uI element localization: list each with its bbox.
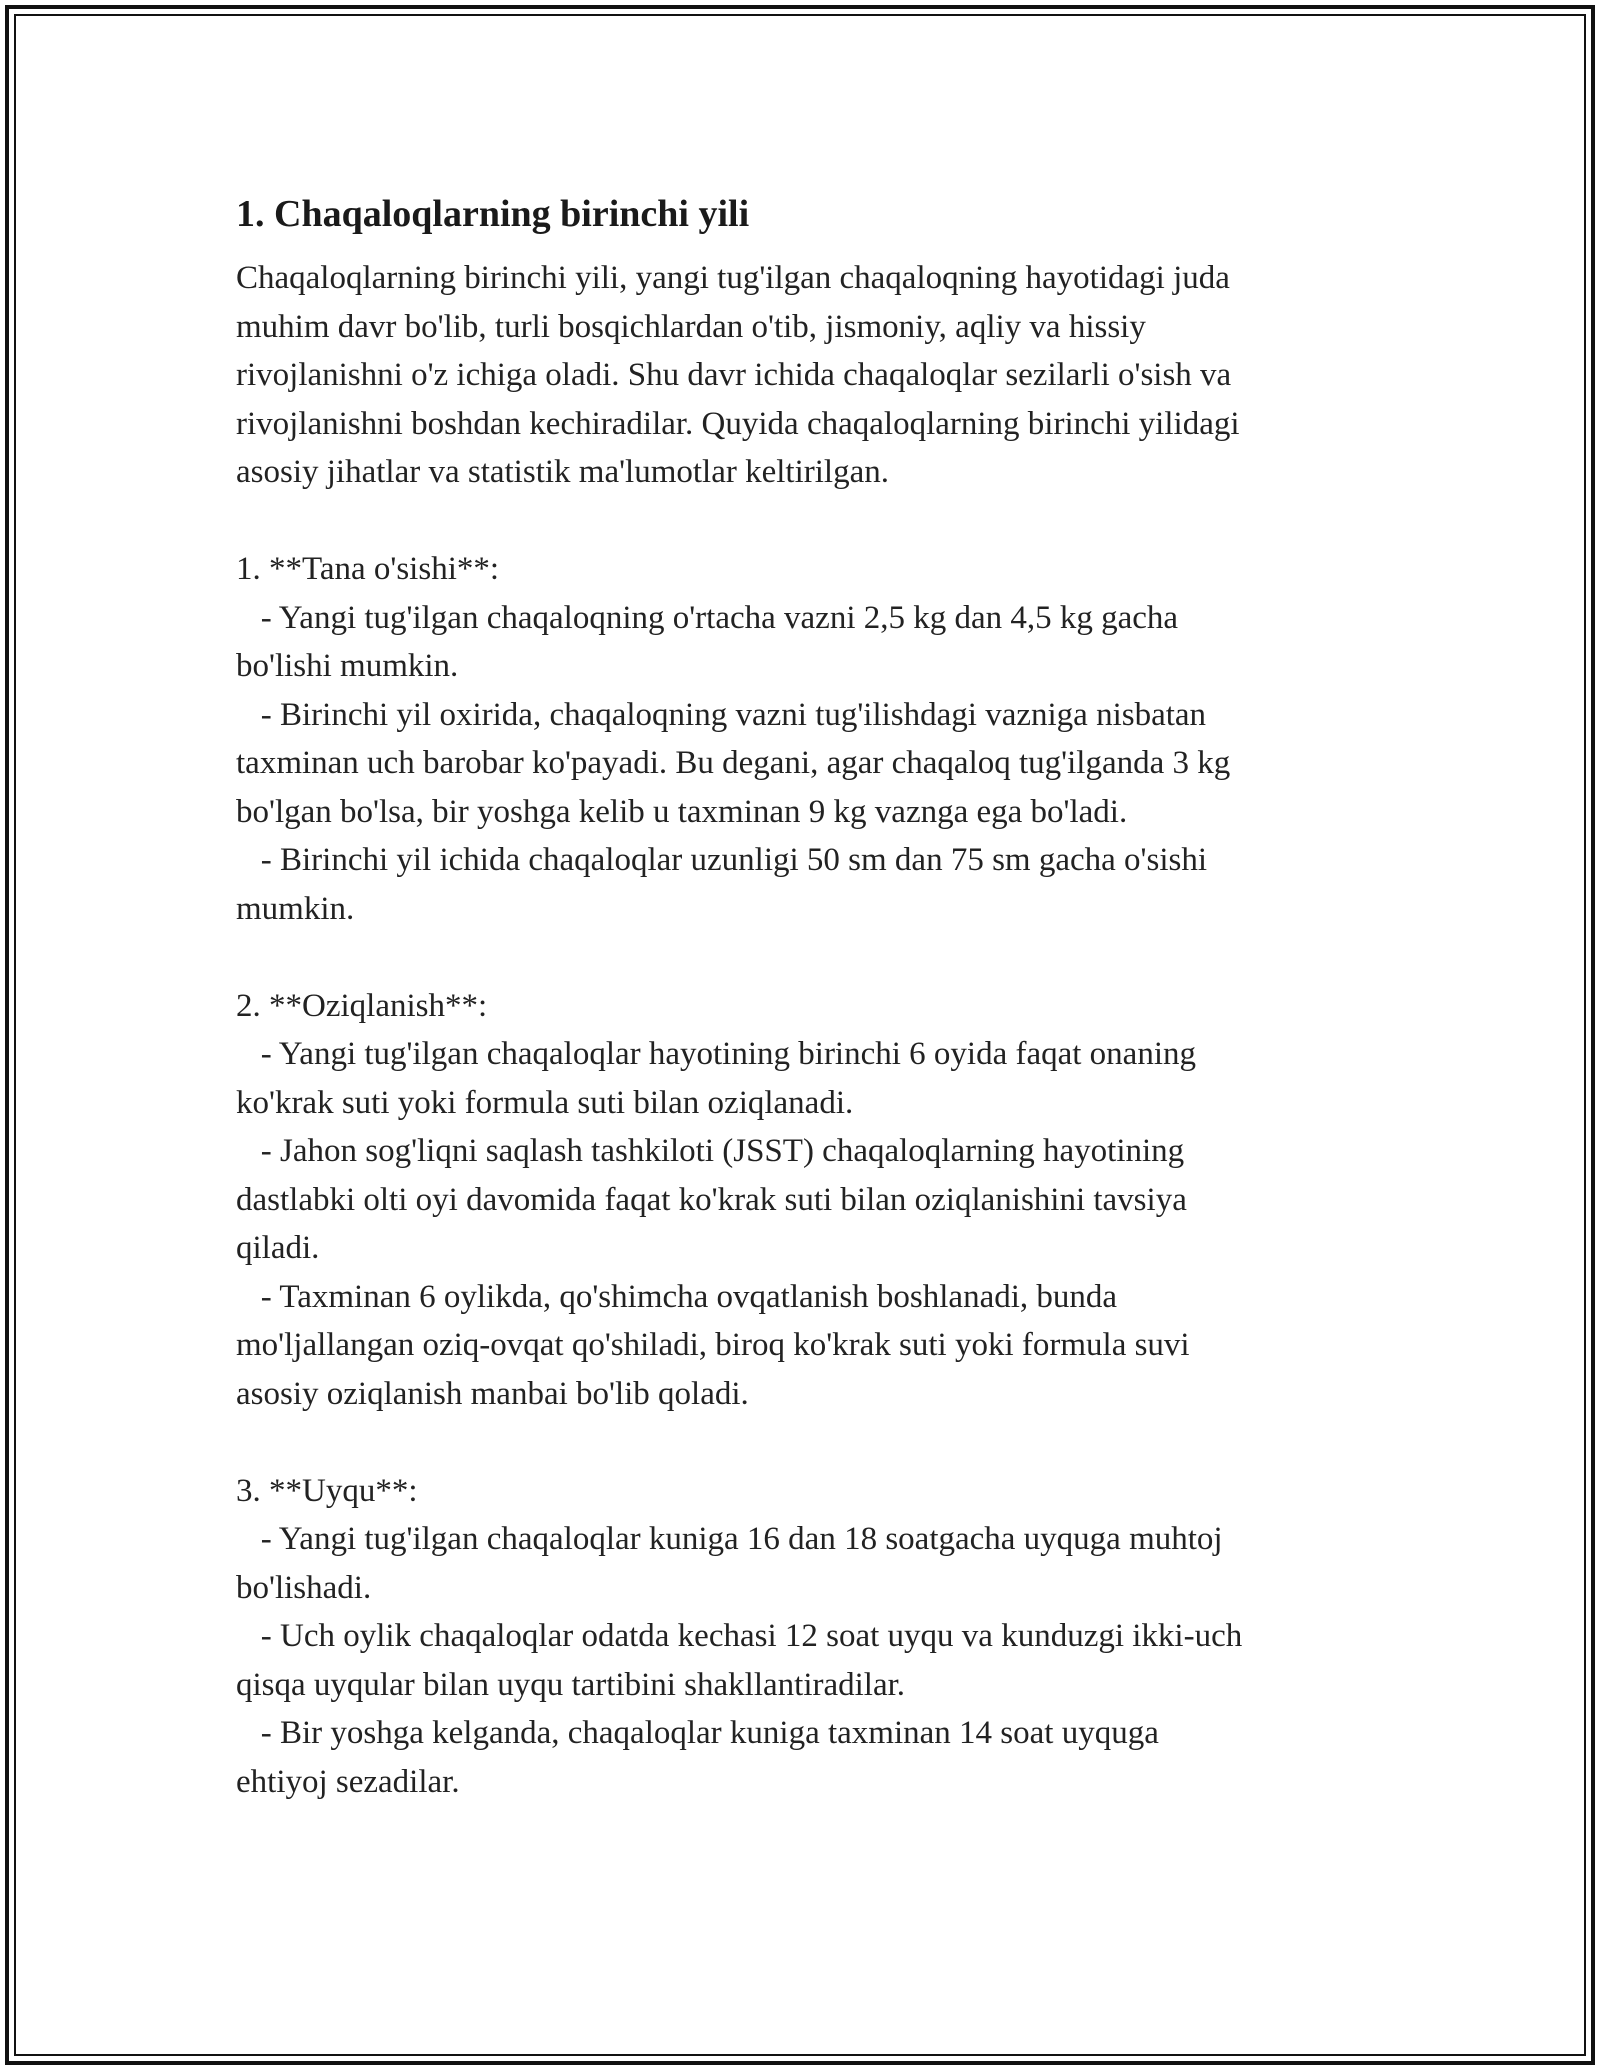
document-title: 1. Chaqaloqlarning birinchi yili	[236, 193, 750, 235]
section-body-growth: 1. **Tana o'sishi**: - Yangi tug'ilgan chaqaloqning o'rtacha vazni 2,5 kg dan 4,5 kg gacha bo'lishi mumkin. - Birinchi yil oxirida, chaqaloqning vazni tug'ilishdagi vazniga nisbatan taxminan uch barobar ko'payadi. Bu degani, agar chaqaloq tug'ilganda 3 kg bo'lgan bo'lsa, bir yoshga kelib u taxminan 9 kg vaznga ega bo'ladi. - Birinchi yil ichida chaqaloqlar uzunligi 50 sm dan 75 sm gacha o'sishi mumkin.	[236, 551, 1231, 927]
section-nutrition: 2. **Oziqlanish**: - Yangi tug'ilgan chaqaloqlar hayotining birinchi 6 oyida faqat onaning ko'krak suti yoki formula suti bilan oziqlanadi. - Jahon sog'liqni saqlash tashkiloti (JSST) chaqaloqlarning hayotining dastlabki olti oyi davomida faqat ko'krak suti bilan oziqlanishini tavsiya qiladi. - Taxminan 6 oylikda, qo'shimcha ovqatlanish boshlanadi, bunda mo'ljallangan oziq-ovqat qo'shiladi, biroq ko'krak suti yoki formula suvi asosiy oziqlanish manbai bo'lib qoladi.	[236, 987, 1196, 1412]
section-sleep: 3. **Uyqu**: - Yangi tug'ilgan chaqaloqlar kuniga 16 dan 18 soatgacha uyquga muhtoj bo'lishadi. - Uch oylik chaqaloqlar odatda kechasi 12 soat uyqu va kunduzgi ikki-uch qisqa uyqular bilan uyqu tartibini shakllantiradilar. - Bir yoshga kelganda, chaqaloqlar kuniga taxminan 14 soat uyquga ehtiyoj sezadilar.	[236, 1472, 1243, 1800]
intro-paragraph: Chaqaloqlarning birinchi yili, yangi tug'ilgan chaqaloqning hayotidagi juda muhim davr bo'lib, turli bosqichlardan o'tib, jismoniy, aqliy va hissiy rivojlanishni o'z ichiga oladi. Shu davr ichida chaqaloqlar sezilarli o'sish va rivojlanishni boshdan kechiradilar. Quyida chaqaloqlarning birinchi yilidagi asosiy jihatlar va statistik ma'lumotlar keltirilgan.	[236, 260, 1240, 490]
document-body	[236, 254, 1386, 1806]
document-content	[236, 186, 1386, 1806]
